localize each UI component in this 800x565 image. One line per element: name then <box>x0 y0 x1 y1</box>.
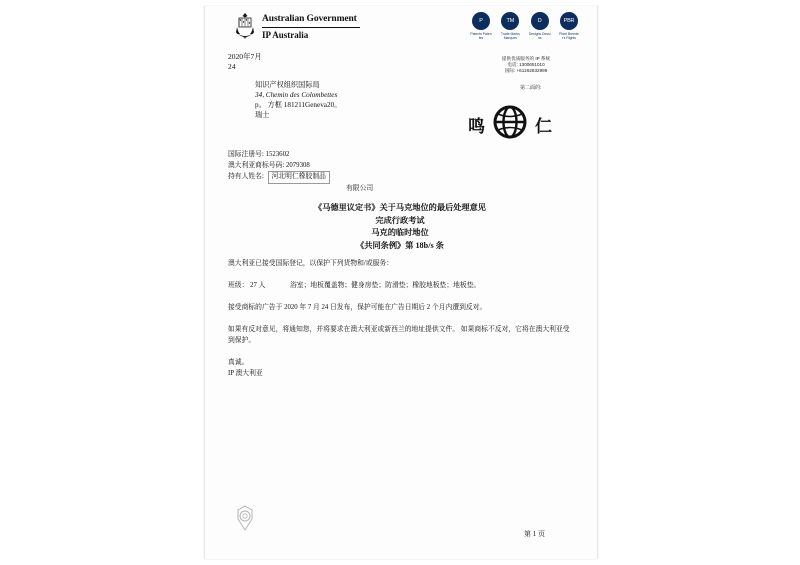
certification-seal-icon <box>232 505 258 531</box>
globe-seal-icon <box>492 104 528 140</box>
contact-phone: 电话: 1300651010 <box>507 62 545 68</box>
classes-label: 班级： <box>228 282 249 289</box>
ref-value-holder-tail: 有限公司 <box>346 184 374 192</box>
addressee-block <box>255 80 435 120</box>
letter-date-line1: 2020年7月 <box>228 52 262 61</box>
title-line-2: 完成行政考试 <box>375 215 425 225</box>
australian-coat-of-arms-icon <box>232 12 258 42</box>
title-line-3: 马克的临时地位 <box>371 228 429 237</box>
gov-title: Australian Government <box>262 14 357 24</box>
badge-patents-abbr: P <box>472 12 490 30</box>
contact-org: 提供优质服务的 IP 系统 <box>501 56 551 61</box>
ref-value-au-trademark: 2079308 <box>285 161 310 169</box>
body-paragraph-3: 如果有反对意见，将通知您，并将要求在澳大利亚或新西兰的地址提供文件。 如果商标不反对，它将在澳大利亚受到保护。 <box>228 326 570 344</box>
ip-rights-badges <box>470 12 580 40</box>
badge-patents-caption: Patents Patentes <box>470 32 492 41</box>
reference-fields <box>228 150 558 194</box>
ref-value-holder: 河北明仁橡胶制品 <box>268 171 330 184</box>
classes-label-group <box>228 280 290 291</box>
page-margin-left <box>0 0 204 565</box>
ref-row-holder-tail <box>228 184 558 195</box>
seal-left-char: 鸣 <box>468 117 485 136</box>
addressee-line2: 34, Chemin des Colombettes <box>255 91 338 99</box>
title-line-4: 《共同条例》第 18b/s 条 <box>356 240 444 250</box>
badge-designs <box>529 12 551 40</box>
body-paragraph-1: 澳大利亚已接受国际登记，以保护下列货物和/或服务： <box>228 260 394 267</box>
badge-designs-caption: Designs Dessins <box>528 32 551 41</box>
company-seal <box>462 104 558 148</box>
ref-value-international: 1523602 <box>265 151 290 158</box>
page-number: 第 1 页 <box>524 530 545 538</box>
classes-goods: 浴室；地板覆盖物；健身房垫；防滑垫；橡胶地板垫；地板垫。 <box>290 282 481 289</box>
signoff-line-1: 真诚。 <box>228 359 249 366</box>
goods-and-services-block <box>228 280 572 291</box>
addressee-line4: 瑞士 <box>255 111 270 119</box>
classes-count: 27 人 <box>250 282 266 289</box>
letter-body <box>228 258 572 379</box>
document-title <box>228 202 572 252</box>
addressee-line3: p。 方框 181211Geneva20。 <box>255 101 342 109</box>
contact-fax: 国际: +61262832999 <box>504 68 548 74</box>
badge-trade-marks-caption: Trade Marks Marques <box>500 32 520 41</box>
signoff-line-2: IP 澳大利亚 <box>228 370 263 377</box>
badge-designs-abbr: D <box>531 12 549 30</box>
gov-subtitle: IP Australia <box>262 29 309 40</box>
ref-label-au-trademark: 澳大利亚商标号码: <box>228 161 285 169</box>
badge-pbr-caption: Plant Breeder's Rights <box>559 32 579 41</box>
ref-label-international: 国际注册号: <box>228 151 264 158</box>
ref-label-holder: 持有人姓名: <box>228 173 264 180</box>
signoff-block <box>228 357 572 379</box>
title-line-1: 《马德里议定书》关于马克地位的最后处理意见 <box>314 203 486 212</box>
badge-pbr <box>558 12 580 40</box>
ref-row-international <box>228 150 558 161</box>
badge-pbr-abbr: PBR <box>560 12 578 30</box>
page-margin-right <box>596 0 800 565</box>
government-wordmark <box>262 14 362 40</box>
contact-block <box>470 56 582 75</box>
body-paragraph-2: 接受商标的广告于 2020 年 7 月 24 日发布，保护可能在广告日期后 2 个月内遭到反对。 <box>228 304 487 311</box>
ref-row-holder <box>228 171 558 184</box>
letter-date-line2: 24 <box>228 62 236 71</box>
badge-trade-marks <box>499 12 521 40</box>
seal-right-char: 仁 <box>535 117 552 136</box>
page-note: 第二面的: <box>520 85 542 91</box>
gov-divider <box>262 27 360 28</box>
badge-patents <box>470 12 492 40</box>
letter-date <box>228 52 262 72</box>
addressee-line1: 知识产权组织国际局 <box>255 81 320 89</box>
badge-trade-marks-abbr: TM <box>501 12 519 30</box>
ref-row-au-trademark <box>228 161 558 172</box>
